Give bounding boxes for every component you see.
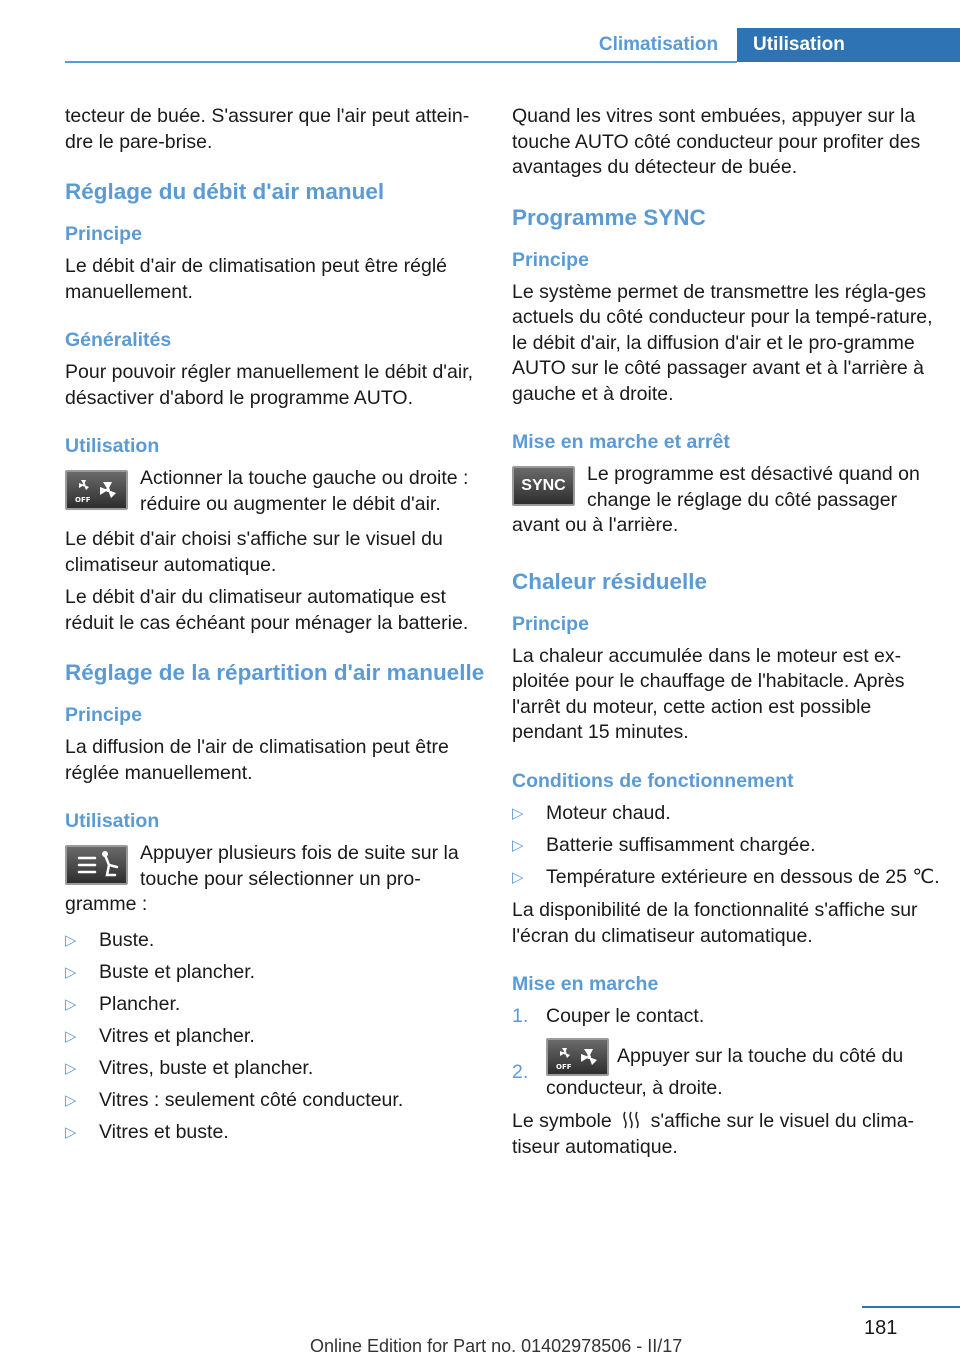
heading-debit-manuel: Réglage du débit d'air manuel: [65, 179, 385, 204]
triangle-bullet-icon: ▷: [512, 804, 524, 822]
heading-repartition: Réglage de la répartition d'air manuelle: [65, 660, 485, 685]
utilisation-fan-text: Actionner la touche gauche ou droite : réduire ou augmenter le débit d'air.: [140, 467, 469, 515]
residual-heat-icon: [617, 1109, 645, 1135]
left-column: [65, 104, 485, 1153]
residual-heat-button-icon: [546, 1038, 609, 1076]
sync-principe-text: Le système permet de transmettre les régla‐ges actuels du côté conducteur pour la tempé‐rature, le débit d'air, la diffusion d'air et le pro‐gramme AUTO sur le côté passager avant et à l'arrière à gauche et à droite.: [512, 280, 933, 405]
step-2-text: Appuyer sur la touche du côté du conducteur, à droite.: [546, 1044, 904, 1099]
debit-display-text: Le débit d'air choisi s'affiche sur le visuel du climatiseur automatique.: [65, 528, 443, 576]
header-rule: [65, 61, 737, 63]
air-distribution-row: [65, 841, 485, 918]
subheading-utilisation: Utilisation: [65, 435, 160, 457]
heading-chaleur: Chaleur résiduelle: [512, 568, 708, 594]
footer-rule: [862, 1306, 960, 1308]
principe-2-text: La diffusion de l'air de climatisation peut être réglée manuellement.: [65, 736, 449, 784]
sync-marche-text: Le programme est désactivé quand on change le réglage du côté passager avant ou à l'arrière.: [512, 463, 920, 536]
heading-sync: Programme SYNC: [512, 204, 706, 230]
header-tab: Utilisation: [737, 28, 960, 62]
svg-text:OFF: OFF: [555, 1062, 572, 1071]
list-item: ▷ Vitres : seulement côté conducteur.: [65, 1088, 485, 1114]
list-item: ▷ Moteur chaud.: [512, 801, 940, 827]
generalites-text: Pour pouvoir régler manuellement le débit d'air, désactiver d'abord le programme AUTO.: [65, 361, 474, 409]
step-item: 2. OFF Appuyer sur la touche du côté du conducteur, à droite.: [512, 1038, 940, 1102]
fan-off-button-icon: [65, 470, 128, 510]
list-item: ▷ Buste.: [65, 928, 485, 954]
triangle-bullet-icon: ▷: [512, 868, 524, 886]
list-item: ▷ Vitres et buste.: [65, 1120, 485, 1146]
list-item: ▷ Vitres et plancher.: [65, 1024, 485, 1050]
air-distribution-button-icon: [65, 845, 128, 885]
list-item: ▷ Batterie suffisamment chargée.: [512, 833, 940, 859]
subheading-generalites: Généralités: [65, 329, 172, 351]
right-column: [512, 104, 940, 1167]
triangle-bullet-icon: ▷: [65, 963, 77, 981]
fan-button-row: [65, 466, 485, 517]
triangle-bullet-icon: ▷: [65, 931, 77, 949]
symbole-text: Le symbole s'affiche sur le visuel du clima‐tiseur automatique.: [512, 1110, 915, 1158]
step-item: 1. Couper le contact.: [512, 1004, 940, 1030]
subheading-utilisation-2: Utilisation: [65, 810, 160, 832]
triangle-bullet-icon: ▷: [65, 1091, 77, 1109]
program-list: [65, 928, 485, 1146]
triangle-bullet-icon: ▷: [512, 836, 524, 854]
sync-button-icon: SYNC: [512, 466, 575, 506]
triangle-bullet-icon: ▷: [65, 1123, 77, 1141]
triangle-bullet-icon: ▷: [65, 1027, 77, 1045]
conditions-list: [512, 801, 940, 891]
triangle-bullet-icon: ▷: [65, 995, 77, 1013]
list-item: ▷ Vitres, buste et plancher.: [65, 1056, 485, 1082]
svg-text:OFF: OFF: [74, 496, 91, 504]
left-intro: tecteur de buée. S'assurer que l'air peut attein‐dre le pare-brise.: [65, 105, 470, 153]
subheading-marche-arret: Mise en marche et arrêt: [512, 431, 730, 453]
header-section: Climatisation: [598, 34, 719, 55]
triangle-bullet-icon: ▷: [65, 1059, 77, 1077]
subheading-chaleur-principe: Principe: [512, 612, 589, 635]
subheading-principe-2: Principe: [65, 704, 142, 726]
right-intro: Quand les vitres sont embuées, appuyer sur la touche AUTO côté conducteur pour profiter des avantages du détecteur de buée.: [512, 105, 921, 178]
principe-text: Le débit d'air de climatisation peut être réglé manuellement.: [65, 255, 448, 303]
dispo-text: La disponibilité de la fonctionnalité s'affiche sur l'écran du climatiseur automatique.: [512, 899, 918, 947]
list-item: ▷ Buste et plancher.: [65, 960, 485, 986]
list-item: ▷ Température extérieure en dessous de 25 ℃.: [512, 865, 940, 891]
steps-list: [512, 1004, 940, 1101]
subheading-sync-principe: Principe: [512, 248, 589, 271]
subheading-principe: Principe: [65, 223, 142, 245]
sync-row: [512, 462, 940, 539]
subheading-conditions: Conditions de fonctionnement: [512, 769, 794, 792]
utilisation-2-text: Appuyer plusieurs fois de suite sur la touche pour sélectionner un pro‐gramme :: [65, 842, 459, 915]
page-number: 181: [864, 1317, 898, 1339]
subheading-mise-en-marche: Mise en marche: [512, 973, 659, 995]
step-1-text: Couper le contact.: [546, 1005, 705, 1027]
chaleur-principe-text: La chaleur accumulée dans le moteur est ex‐ploitée pour le chauffage de l'habitacle. Après l'arrêt du moteur, cette action est possible pendant 15 minutes.: [512, 644, 905, 743]
debit-battery-text: Le débit d'air du climatiseur automatique est réduit le cas échéant pour ménager la batterie.: [65, 586, 469, 634]
list-item: ▷ Plancher.: [65, 992, 485, 1018]
page-header: [580, 28, 960, 62]
edition-footer: Online Edition for Part no. 01402978506 - II/17: [310, 1336, 683, 1356]
